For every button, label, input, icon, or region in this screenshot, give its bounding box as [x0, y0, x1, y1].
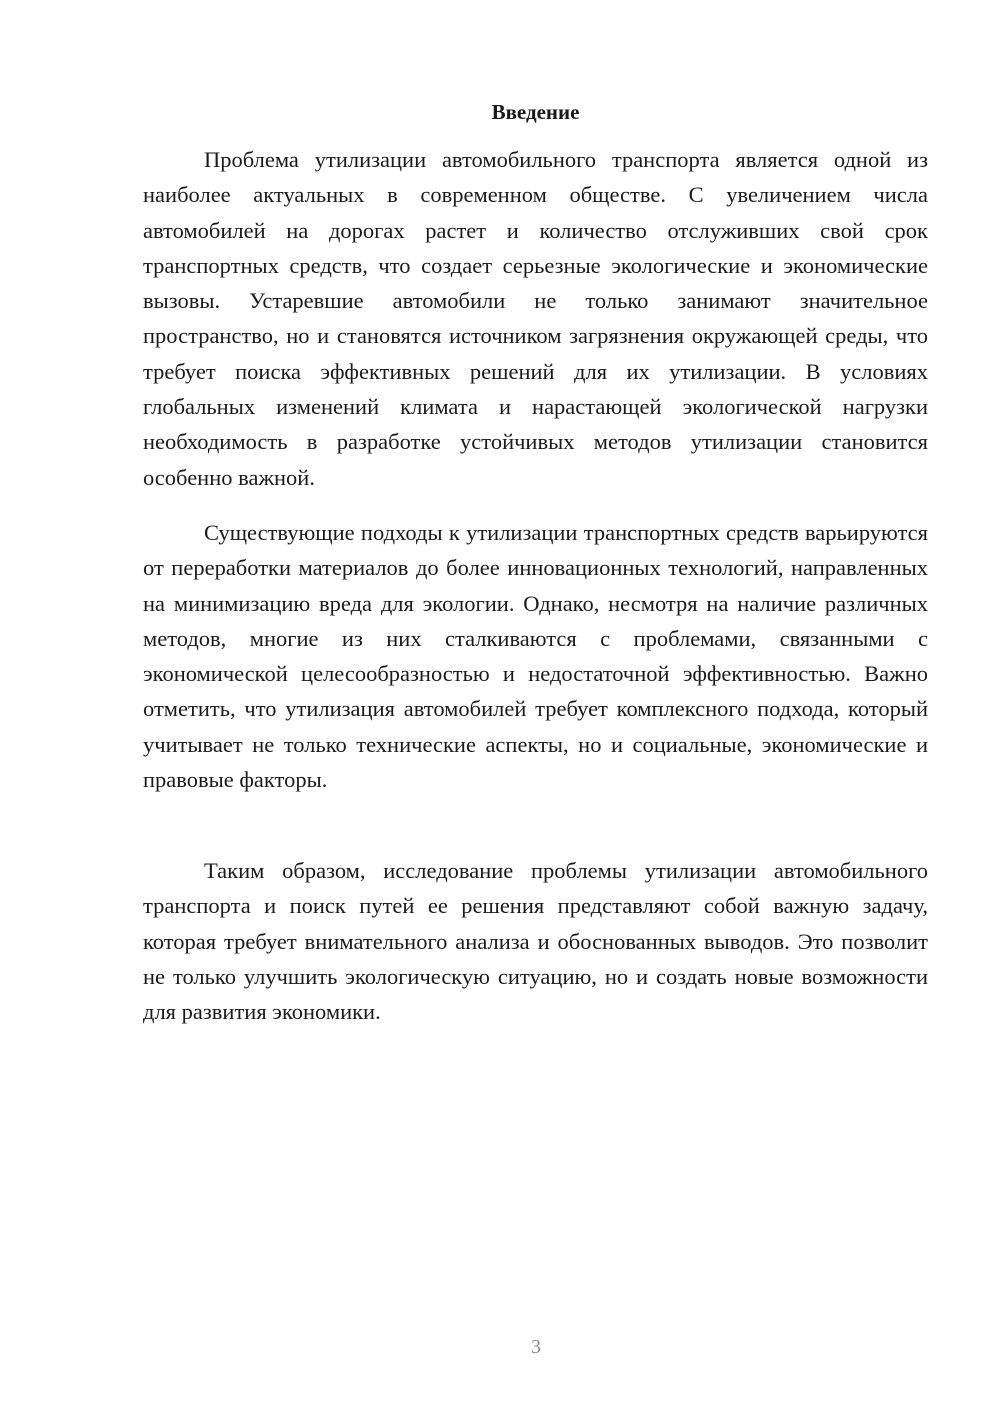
- paragraph-1: Проблема утилизации автомобильного транспорта является одной из наиболее актуальных в современном обществе. С увеличением числа автомобилей на дорогах растет и количество отслуживших свой срок транспортных средств, что создает серьезные экологические и экономические вызовы. Устаревшие автомобили не только занимают значительное пространство, но и становятся источником загрязнения окружающей среды, что требует поиска эффективных решений для их утилизации. В условиях глобальных изменений климата и нарастающей экологической нагрузки необходимость в разработке устойчивых методов утилизации становится особенно важной.: [143, 147, 928, 490]
- section-heading: Введение: [491, 100, 580, 124]
- paragraph-3: Таким образом, исследование проблемы утилизации автомобильного транспорта и поиск путей ее решения представляют собой важную задачу, которая требует внимательного анализа и обоснованных выводов. Это позволит не только улучшить экологическую ситуацию, но и создать новые возможности для развития экономики.: [143, 858, 928, 1025]
- paragraph-2: Существующие подходы к утилизации транспортных средств варьируются от переработки материалов до более инновационных технологий, направленных на минимизацию вреда для экологии. Однако, несмотря на наличие различных методов, многие из них сталкиваются с проблемами, связанными с экономической целесообразностью и недостаточной эффективностью. Важно отметить, что утилизация автомобилей требует комплексного подхода, который учитывает не только технические аспекты, но и социальные, экономические и правовые факторы.: [143, 520, 928, 793]
- page-number: 3: [531, 1336, 541, 1358]
